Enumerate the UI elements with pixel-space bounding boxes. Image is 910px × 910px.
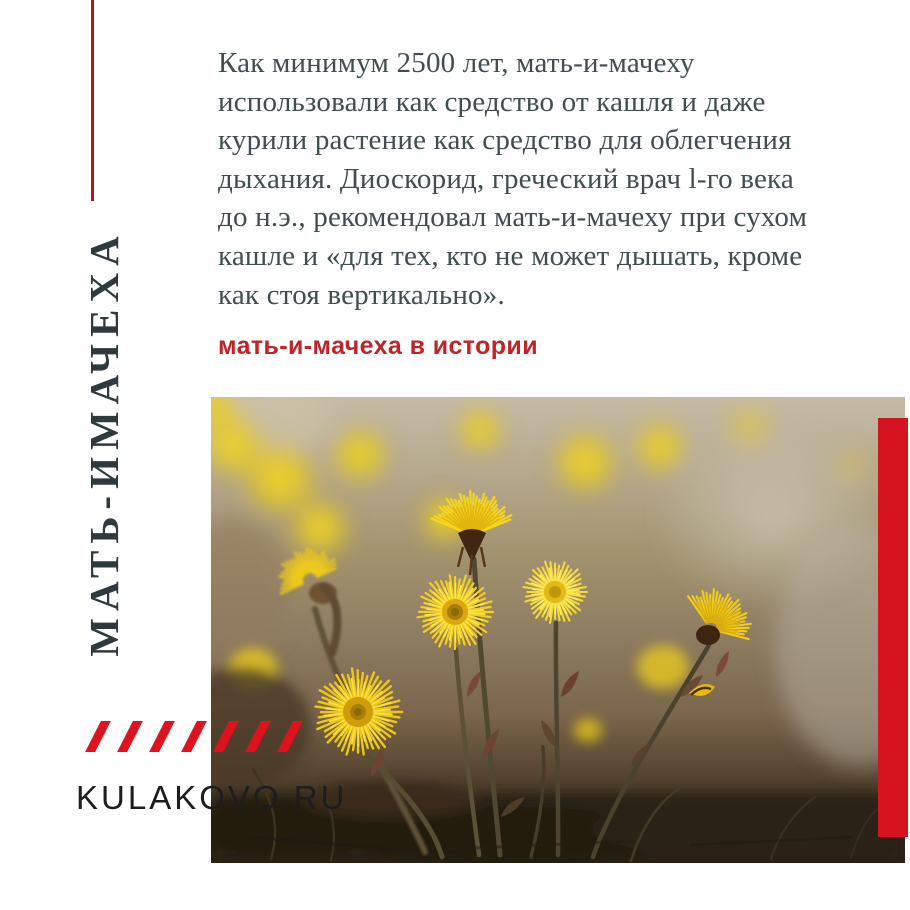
vertical-title: МАТЬ-ИМАЧЕХА [81,229,127,657]
paragraph-line: кашле и «для тех, кто не может дышать, кроме [218,239,803,272]
hatch-stroke [245,721,271,752]
vertical-accent-line [91,0,94,201]
paragraph-line: как стоя вертикально». [218,278,505,311]
hatch-marks [93,721,295,752]
section-tag: мать-и-мачеха в истории [218,332,538,360]
hatch-stroke [117,721,143,752]
site-url: KULAKOVO.RU [76,779,348,816]
history-paragraph [218,44,807,314]
right-accent-bar [878,418,908,837]
paragraph-line: использовали как средство от кашля и даже [218,85,766,118]
hatch-stroke [213,721,239,752]
hatch-stroke [149,721,175,752]
hatch-stroke [181,721,207,752]
paragraph-line: дыхания. Диоскорид, греческий врач l-го века [218,162,794,195]
paragraph-line: Как минимум 2500 лет, мать-и-мачеху [218,47,695,79]
paragraph-line: курили растение как средство для облегчения [218,124,792,157]
paragraph-line: до н.э., рекомендовал мать-и-мачеху при сухом [218,201,808,234]
hatch-stroke [85,721,111,752]
